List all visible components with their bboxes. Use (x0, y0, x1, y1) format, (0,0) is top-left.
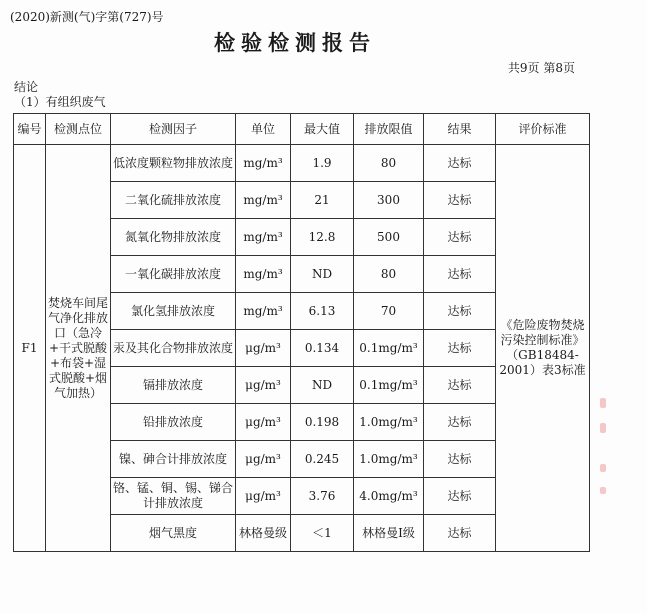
col-header-result: 结果 (424, 114, 496, 145)
limit-cell: 林格曼Ⅰ级 (354, 515, 424, 552)
factor-cell: 铅排放浓度 (111, 404, 236, 441)
limit-cell: 500 (354, 219, 424, 256)
limit-cell: 0.1mg/m³ (354, 330, 424, 367)
limit-cell: 80 (354, 145, 424, 182)
col-header-code: 编号 (14, 114, 46, 145)
factor-cell: 镉排放浓度 (111, 367, 236, 404)
max-cell: 3.76 (291, 478, 354, 515)
limit-cell: 1.0mg/m³ (354, 404, 424, 441)
unit-cell: μg/m³ (236, 330, 291, 367)
stamp-mark (600, 464, 606, 472)
unit-cell: mg/m³ (236, 219, 291, 256)
max-cell: ND (291, 256, 354, 293)
unit-cell: mg/m³ (236, 182, 291, 219)
limit-cell: 0.1mg/m³ (354, 367, 424, 404)
factor-cell: 二氧化硫排放浓度 (111, 182, 236, 219)
result-cell: 达标 (424, 256, 496, 293)
col-header-factor: 检测因子 (111, 114, 236, 145)
table-row (14, 145, 590, 182)
max-cell: 1.9 (291, 145, 354, 182)
result-cell: 达标 (424, 330, 496, 367)
unit-cell: mg/m³ (236, 293, 291, 330)
max-cell: 0.198 (291, 404, 354, 441)
max-cell: ND (291, 367, 354, 404)
report-title: 检验检测报告 (214, 30, 376, 55)
factor-cell: 氯化氢排放浓度 (111, 293, 236, 330)
limit-cell: 4.0mg/m³ (354, 478, 424, 515)
page-indicator: 共9页 第8页 (507, 61, 575, 75)
factor-cell: 低浓度颗粒物排放浓度 (111, 145, 236, 182)
point-cell: 焚烧车间尾气净化排放口（急冷+干式脱酸+布袋+湿式脱酸+烟气加热） (46, 145, 111, 552)
col-header-max: 最大值 (291, 114, 354, 145)
unit-cell: μg/m³ (236, 367, 291, 404)
max-cell: 6.13 (291, 293, 354, 330)
factor-cell: 烟气黑度 (111, 515, 236, 552)
col-header-limit: 排放限值 (354, 114, 424, 145)
limit-cell: 80 (354, 256, 424, 293)
max-cell: ＜1 (291, 515, 354, 552)
unit-cell: 林格曼级 (236, 515, 291, 552)
col-header-unit: 单位 (236, 114, 291, 145)
result-cell: 达标 (424, 367, 496, 404)
max-cell: 0.134 (291, 330, 354, 367)
result-cell: 达标 (424, 404, 496, 441)
table-body (14, 145, 590, 552)
result-cell: 达标 (424, 478, 496, 515)
max-cell: 12.8 (291, 219, 354, 256)
factor-cell: 铬、锰、铜、锡、锑合计排放浓度 (111, 478, 236, 515)
results-table (13, 113, 590, 552)
factor-cell: 氮氧化物排放浓度 (111, 219, 236, 256)
result-cell: 达标 (424, 293, 496, 330)
factor-cell: 镍、砷合计排放浓度 (111, 441, 236, 478)
limit-cell: 300 (354, 182, 424, 219)
document-number: (2020)新测(气)字第(727)号 (10, 10, 164, 24)
section-subtitle: （1）有组织废气 (14, 95, 106, 109)
conclusion-label: 结论 (14, 80, 39, 94)
unit-cell: μg/m³ (236, 478, 291, 515)
result-cell: 达标 (424, 515, 496, 552)
result-cell: 达标 (424, 441, 496, 478)
stamp-mark (600, 398, 606, 408)
col-header-standard: 评价标准 (496, 114, 590, 145)
result-cell: 达标 (424, 145, 496, 182)
factor-cell: 一氧化碳排放浓度 (111, 256, 236, 293)
limit-cell: 70 (354, 293, 424, 330)
unit-cell: mg/m³ (236, 256, 291, 293)
standard-cell: 《危险废物焚烧污染控制标准》（GB18484-2001）表3标准 (496, 145, 590, 552)
code-cell: F1 (14, 145, 46, 552)
unit-cell: mg/m³ (236, 145, 291, 182)
factor-cell: 汞及其化合物排放浓度 (111, 330, 236, 367)
stamp-mark (600, 487, 606, 494)
unit-cell: μg/m³ (236, 441, 291, 478)
unit-cell: μg/m³ (236, 404, 291, 441)
result-cell: 达标 (424, 219, 496, 256)
result-cell: 达标 (424, 182, 496, 219)
col-header-point: 检测点位 (46, 114, 111, 145)
stamp-mark (600, 423, 606, 433)
max-cell: 0.245 (291, 441, 354, 478)
table-header-row (14, 114, 590, 145)
limit-cell: 1.0mg/m³ (354, 441, 424, 478)
max-cell: 21 (291, 182, 354, 219)
